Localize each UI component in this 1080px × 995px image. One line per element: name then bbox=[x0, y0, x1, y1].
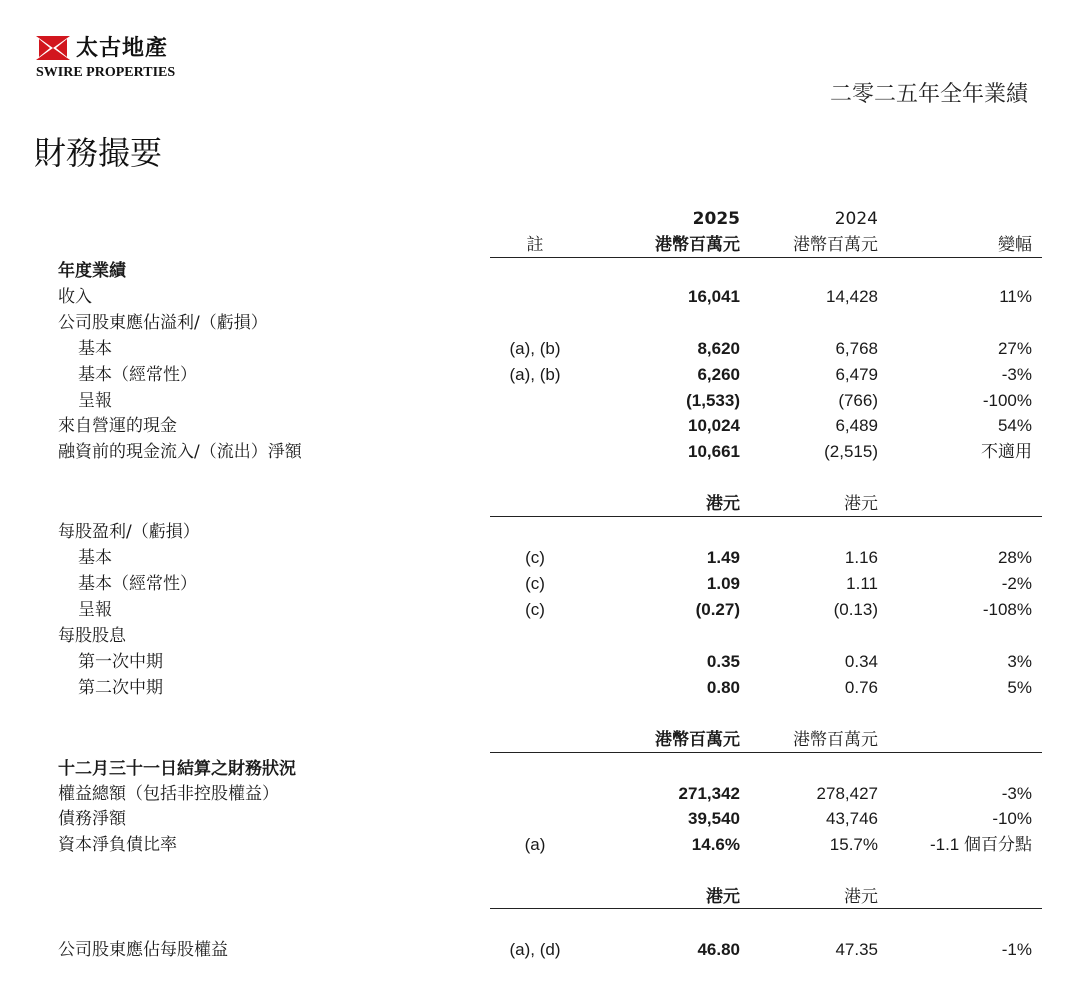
row-value-2025: (1,533) bbox=[686, 391, 740, 410]
row-label-net-cash: 融資前的現金流入/（流出）淨額 bbox=[58, 442, 302, 462]
row-value-2025: 39,540 bbox=[688, 809, 740, 828]
unit-prior-header: 港幣百萬元 bbox=[793, 730, 878, 750]
row-note: (a), (b) bbox=[509, 339, 561, 358]
year-current-header: 2025 bbox=[692, 209, 740, 229]
row-value-2025: 1.49 bbox=[706, 548, 740, 567]
row-note: (c) bbox=[525, 600, 545, 619]
company-logo bbox=[36, 34, 196, 84]
header-rule bbox=[490, 908, 1042, 909]
row-note: (a), (b) bbox=[509, 365, 561, 384]
row-value-2025: 6,260 bbox=[697, 365, 740, 384]
row-label-eps-reported: 呈報 bbox=[78, 600, 112, 620]
unit-prior-header: 港元 bbox=[844, 887, 878, 907]
row-value-2025: 10,661 bbox=[688, 442, 740, 461]
row-value-2024: 0.34 bbox=[844, 652, 878, 671]
row-value-2025: 1.09 bbox=[706, 574, 740, 593]
page-title: 財務撮要 bbox=[34, 134, 163, 172]
row-label-dps-second: 第二次中期 bbox=[78, 678, 163, 698]
row-value-2024: 278,427 bbox=[816, 784, 878, 803]
row-change: 不適用 bbox=[981, 442, 1032, 461]
row-note: (a) bbox=[524, 835, 546, 854]
unit-current-header: 港幣百萬元 bbox=[655, 730, 740, 750]
row-label-gearing: 資本淨負債比率 bbox=[58, 835, 177, 855]
row-value-2024: (2,515) bbox=[824, 442, 878, 461]
row-note: (c) bbox=[525, 548, 545, 567]
row-value-2024: 47.35 bbox=[835, 940, 878, 959]
row-label-revenue: 收入 bbox=[58, 287, 92, 307]
row-change: -3% bbox=[1001, 784, 1032, 803]
row-value-2025: 10,024 bbox=[688, 416, 740, 435]
row-label-eps: 每股盈利/（虧損） bbox=[58, 522, 200, 542]
row-value-2025: 0.35 bbox=[706, 652, 740, 671]
row-value-2024: 14,428 bbox=[826, 287, 878, 306]
row-change: -1.1 個百分點 bbox=[929, 835, 1032, 854]
row-label-profit-underlying: 基本 bbox=[78, 339, 112, 359]
report-title: 二零二五年全年業績 bbox=[829, 82, 1028, 107]
row-value-2025: 14.6% bbox=[691, 835, 740, 854]
row-change: 5% bbox=[1007, 678, 1032, 697]
row-change: 27% bbox=[997, 339, 1032, 358]
header-rule bbox=[490, 516, 1042, 517]
row-value-2025: 16,041 bbox=[688, 287, 740, 306]
row-value-2024: 6,479 bbox=[835, 365, 878, 384]
row-label-equity: 權益總額（包括非控股權益） bbox=[58, 784, 279, 804]
row-change: 54% bbox=[997, 416, 1032, 435]
section-title-results: 年度業績 bbox=[58, 261, 126, 281]
row-value-2025: (0.27) bbox=[695, 600, 740, 619]
row-label-eps-recurring: 基本（經常性） bbox=[78, 574, 197, 594]
row-change: -10% bbox=[992, 809, 1032, 828]
logo-chinese-name: 太古地產 bbox=[76, 35, 169, 61]
row-label-net-debt: 債務淨額 bbox=[58, 809, 126, 829]
row-label-profit: 公司股東應佔溢利/（虧損） bbox=[58, 313, 268, 333]
row-label-equity-per-share: 公司股東應佔每股權益 bbox=[58, 940, 228, 960]
row-label-dps-first: 第一次中期 bbox=[78, 652, 163, 672]
row-value-2024: 15.7% bbox=[829, 835, 878, 854]
row-label-profit-recurring: 基本（經常性） bbox=[78, 365, 197, 385]
row-value-2024: 1.16 bbox=[844, 548, 878, 567]
row-change: -1% bbox=[1001, 940, 1032, 959]
row-change: -108% bbox=[982, 600, 1032, 619]
row-change: -100% bbox=[982, 391, 1032, 410]
row-change: 3% bbox=[1007, 652, 1032, 671]
row-value-2025: 271,342 bbox=[678, 784, 740, 803]
row-note: (c) bbox=[525, 574, 545, 593]
row-change: 11% bbox=[999, 287, 1032, 306]
row-value-2025: 0.80 bbox=[706, 678, 740, 697]
row-value-2024: (0.13) bbox=[833, 600, 878, 619]
row-value-2025: 8,620 bbox=[697, 339, 740, 358]
row-value-2024: 1.11 bbox=[846, 574, 878, 593]
unit-prior-header: 港元 bbox=[844, 494, 878, 514]
row-change: -2% bbox=[1001, 574, 1032, 593]
swire-logo-icon bbox=[36, 36, 70, 60]
row-change: -3% bbox=[1001, 365, 1032, 384]
header-rule bbox=[490, 752, 1042, 753]
unit-current-header: 港幣百萬元 bbox=[655, 235, 740, 255]
row-label-eps-underlying: 基本 bbox=[78, 548, 112, 568]
row-label-dps: 每股股息 bbox=[58, 626, 126, 646]
row-value-2025: 46.80 bbox=[697, 940, 740, 959]
header-rule bbox=[490, 257, 1042, 258]
row-value-2024: 6,489 bbox=[835, 416, 878, 435]
row-label-profit-reported: 呈報 bbox=[78, 391, 112, 411]
row-label-cash-ops: 來自營運的現金 bbox=[58, 416, 177, 436]
row-note: (a), (d) bbox=[509, 940, 561, 959]
change-column-header: 變幅 bbox=[998, 235, 1032, 255]
note-column-header: 註 bbox=[526, 235, 544, 255]
row-change: 28% bbox=[997, 548, 1032, 567]
row-value-2024: 0.76 bbox=[844, 678, 878, 697]
unit-current-header: 港元 bbox=[706, 494, 740, 514]
section-title-position: 十二月三十一日結算之財務狀況 bbox=[58, 759, 296, 779]
year-prior-header: 2024 bbox=[834, 209, 878, 229]
logo-english-name: SWIRE PROPERTIES bbox=[36, 65, 176, 80]
row-value-2024: 43,746 bbox=[826, 809, 878, 828]
row-value-2024: 6,768 bbox=[835, 339, 878, 358]
unit-current-header: 港元 bbox=[706, 887, 740, 907]
row-value-2024: (766) bbox=[838, 391, 878, 410]
unit-prior-header: 港幣百萬元 bbox=[793, 235, 878, 255]
